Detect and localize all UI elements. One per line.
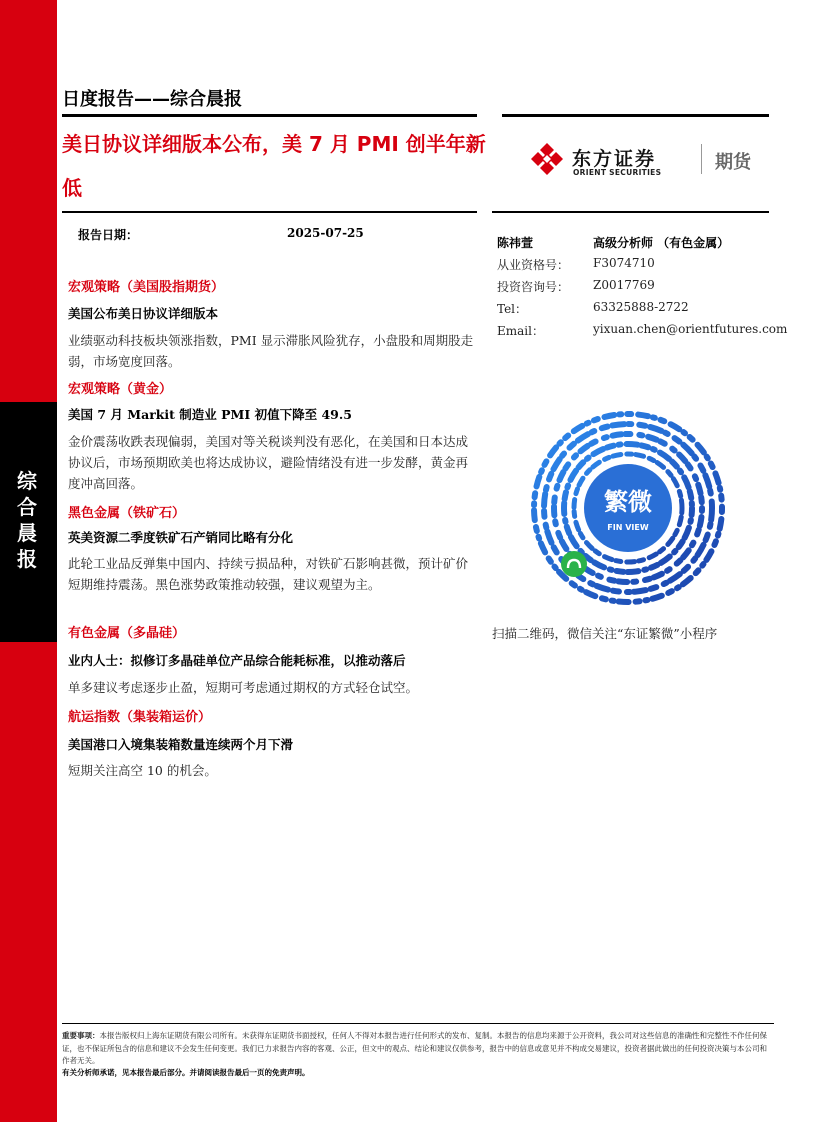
disclaimer (62, 1030, 774, 1068)
brand-separator (701, 144, 702, 174)
section-subtitle: 美国港口入境集装箱数量连续两个月下滑 (68, 737, 294, 752)
analyst-field-value: F3074710 (593, 256, 655, 270)
brand-division: 期货 (715, 152, 751, 173)
section-title: 航运指数（集装箱运价） (68, 710, 212, 725)
qr-caption: 扫描二维码，微信关注“东证繁微”小程序 (492, 626, 718, 641)
section-subtitle: 美国 7 月 Markit 制造业 PMI 初值下降至 49.5 (68, 407, 352, 422)
section-body: 业绩驱动科技板块领涨指数，PMI 显示滞胀风险犹存，小盘股和周期股走弱，市场宽度回落。 (68, 333, 474, 369)
sidebar-tab (0, 402, 57, 642)
section-body: 金价震荡收跌表现偏弱，美国对等关税谈判没有恶化，在美国和日本达成协议后，市场预期欧美也将达成协议，避险情绪没有进一步发酵，黄金再度冲高回落。 (68, 434, 469, 491)
header-rule (62, 114, 477, 117)
wechat-miniprogram-qr-icon[interactable] (528, 408, 728, 608)
section-subtitle: 业内人士：拟修订多晶硅单位产品综合能耗标准，以推动落后 (68, 653, 406, 668)
section-title: 有色金属（多晶硅） (68, 626, 186, 641)
section-subtitle: 英美资源二季度铁矿石产销同比略有分化 (68, 530, 294, 545)
analyst-name: 陈祎萱 (497, 236, 534, 250)
section-subtitle: 美国公布美日协议详细版本 (68, 306, 219, 321)
sidebar-label: 综合晨报 (17, 469, 37, 571)
report-date-value: 2025-07-25 (287, 226, 364, 240)
headline: 美日协议详细版本公布，美 7 月 PMI 创半年新低 (62, 132, 486, 200)
analyst-field-label: 投资咨询号： (497, 280, 570, 294)
brand-logo (530, 140, 770, 182)
report-date-label: 报告日期： (78, 228, 139, 242)
disclaimer-text: 本报告版权归上海东证期货有限公司所有。未获得东证期货书面授权，任何人不得对本报告进行任何形式的发布、复制。本报告的信息均来源于公开资料，我公司对这些信息的准确性和完整性不作任何保证，也不保证所包含的信息和建议不会发生任何变更。我们已力求报告内容的客观、公正，但文中的观点、结论和建议仅供参考，报告中的信息或意见并不构成交易建议，投资者据此做出的任何投资决策与本公司和作者无关。 (62, 1031, 767, 1065)
section-title: 宏观策略（美国股指期货） (68, 280, 225, 295)
disclaimer-label: 重要事项： (62, 1031, 100, 1040)
date-rule-right (492, 211, 769, 213)
analyst-note: 有关分析师承诺，见本报告最后部分。并请阅读报告最后一页的免责声明。 (62, 1068, 310, 1077)
header-rule-right (502, 114, 769, 117)
report-type: 日度报告——综合晨报 (62, 89, 242, 110)
analyst-field-value: 63325888-2722 (593, 300, 689, 314)
analyst-email[interactable]: yixuan.chen@orientfutures.com (593, 322, 788, 336)
analyst-field-label: Email： (497, 324, 544, 338)
brand-name-cn: 东方证券 (572, 148, 657, 170)
section-title: 宏观策略（黄金） (68, 382, 173, 397)
analyst-title: 高级分析师 （有色金属） (593, 236, 730, 250)
section-body: 短期关注高空 10 的机会。 (68, 763, 217, 778)
analyst-field-value: Z0017769 (593, 278, 655, 292)
analyst-field-label: Tel： (497, 302, 528, 316)
date-rule-left (62, 211, 477, 213)
brand-name-en: ORIENT SECURITIES (573, 168, 662, 177)
section-title: 黑色金属（铁矿石） (68, 506, 186, 521)
section-body: 此轮工业品反弹集中国内、持续亏损品种，对铁矿石影响甚微，预计矿价短期维持震荡。黑色涨势政策推动较强，建议观望为主。 (68, 556, 469, 592)
orient-logo-icon (530, 142, 564, 176)
footer-rule (62, 1023, 774, 1024)
section-body: 单多建议考虑逐步止盈，短期可考虑通过期权的方式轻仓试空。 (68, 680, 419, 695)
analyst-field-label: 从业资格号： (497, 258, 570, 272)
qr-badge-en: FIN VIEW (607, 523, 649, 532)
qr-badge: 繁微 (604, 488, 652, 516)
